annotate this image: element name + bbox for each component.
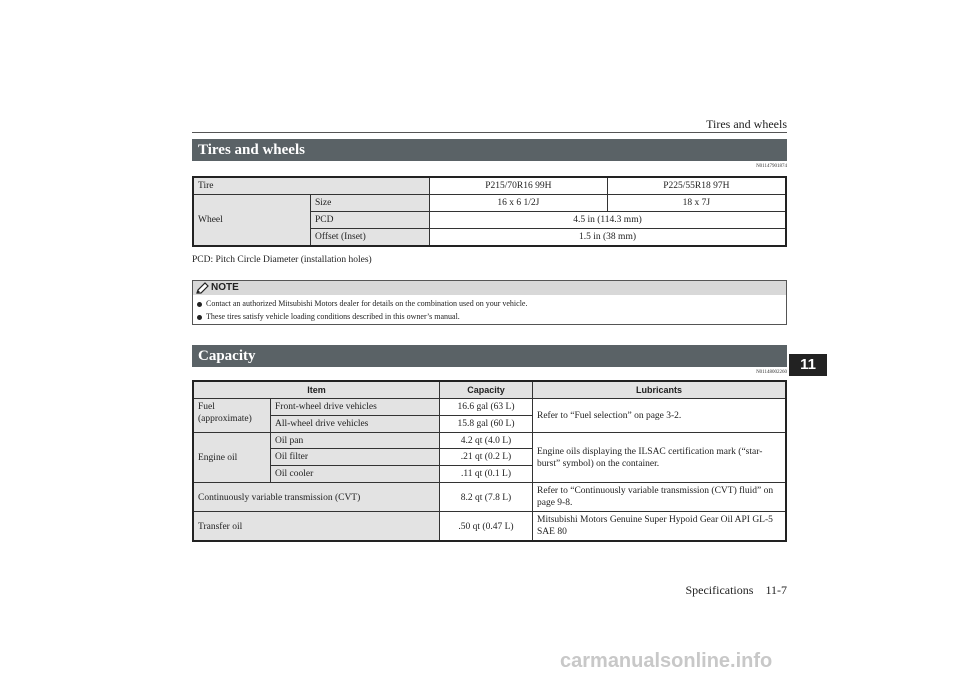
footer-section: Specifications <box>685 583 754 597</box>
oil-pan: Oil pan <box>271 432 440 449</box>
chapter-tab: 11 <box>789 354 827 376</box>
section-code-tires: N01147901874 <box>756 164 787 169</box>
transfer-lub: Mitsubishi Motors Genuine Super Hypoid Gear Oil API GL-5 SAE 80 <box>533 512 787 542</box>
note-label: NOTE <box>211 282 239 293</box>
cvt-lub: Refer to “Continuously variable transmission (CVT) fluid” on page 9-8. <box>533 483 787 512</box>
size-a: 16 x 6 1/2J <box>430 195 608 212</box>
tire-a: P215/70R16 99H <box>430 177 608 195</box>
note-box <box>192 280 787 325</box>
tires-table <box>192 176 787 247</box>
cvt-label: Continuously variable transmission (CVT) <box>193 483 440 512</box>
col-capacity: Capacity <box>440 381 533 399</box>
fuel-awd-cap: 15.8 gal (60 L) <box>440 415 533 432</box>
section-heading-tires: Tires and wheels <box>192 139 787 161</box>
tire-label: Tire <box>193 177 430 195</box>
header-rule <box>192 132 787 133</box>
note-item: Contact an authorized Mitsubishi Motors dealer for details on the combination used on your vehicle. <box>197 299 527 308</box>
fuel-awd: All-wheel drive vehicles <box>271 415 440 432</box>
oil-filter-cap: .21 qt (0.2 L) <box>440 449 533 466</box>
fuel-fwd-cap: 16.6 gal (63 L) <box>440 399 533 416</box>
pcd-value: 4.5 in (114.3 mm) <box>430 212 787 229</box>
section-heading-capacity: Capacity <box>192 345 787 367</box>
col-item: Item <box>193 381 440 399</box>
footer-page: 11-7 <box>765 583 787 597</box>
tire-b: P225/55R18 97H <box>607 177 786 195</box>
note-item: These tires satisfy vehicle loading conditions described in this owner’s manual. <box>197 312 460 321</box>
note-header <box>193 281 786 295</box>
pcd-label: PCD <box>311 212 430 229</box>
offset-label: Offset (Inset) <box>311 229 430 247</box>
fuel-fwd: Front-wheel drive vehicles <box>271 399 440 416</box>
cvt-cap: 8.2 qt (7.8 L) <box>440 483 533 512</box>
oil-cooler-cap: .11 qt (0.1 L) <box>440 466 533 483</box>
transfer-label: Transfer oil <box>193 512 440 542</box>
pcd-note: PCD: Pitch Circle Diameter (installation holes) <box>192 255 372 265</box>
oil-label: Engine oil <box>193 432 271 482</box>
size-b: 18 x 7J <box>607 195 786 212</box>
capacity-table <box>192 380 787 542</box>
offset-value: 1.5 in (38 mm) <box>430 229 787 247</box>
fuel-lub: Refer to “Fuel selection” on page 3-2. <box>533 399 787 433</box>
bullet-icon <box>197 302 202 307</box>
fuel-label: Fuel (approximate) <box>193 399 271 433</box>
wheel-label: Wheel <box>193 195 311 247</box>
watermark: carmanualsonline.info <box>560 650 773 672</box>
running-header: Tires and wheels <box>706 117 787 131</box>
transfer-cap: .50 qt (0.47 L) <box>440 512 533 542</box>
oil-pan-cap: 4.2 qt (4.0 L) <box>440 432 533 449</box>
section-code-capacity: N01148002260 <box>756 370 787 375</box>
pencil-icon <box>196 282 210 294</box>
oil-cooler: Oil cooler <box>271 466 440 483</box>
page-footer <box>600 583 787 598</box>
col-lubricants: Lubricants <box>533 381 787 399</box>
oil-lub: Engine oils displaying the ILSAC certification mark (“star-burst” symbol) on the container. <box>533 432 787 482</box>
oil-filter: Oil filter <box>271 449 440 466</box>
size-label: Size <box>311 195 430 212</box>
bullet-icon <box>197 315 202 320</box>
